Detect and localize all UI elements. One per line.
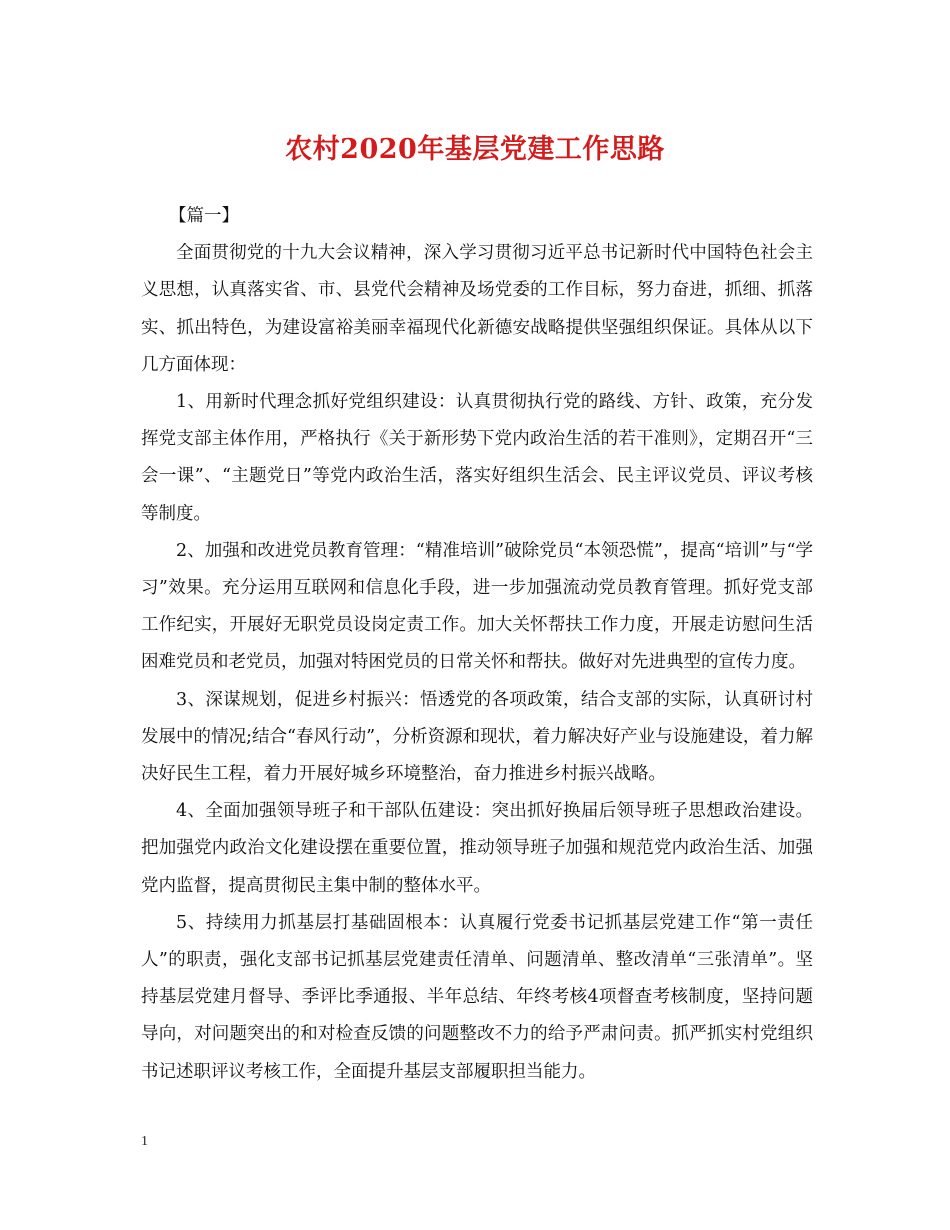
document-body bbox=[141, 198, 813, 1091]
section-label: 【篇一】 bbox=[169, 206, 239, 226]
paragraph-item-3: 3、深谋规划，促进乡村振兴：悟透党的各项政策，结合支部的实际，认真研讨村发展中的情况;结合“春风行动”，分析资源和现状，着力解决好产业与设施建设，着力解决好民生工程，着力开展好城乡环境整治，奋力推进乡村振兴战略。 bbox=[141, 689, 813, 785]
page-number: 1 bbox=[141, 1134, 148, 1149]
paragraph-item-2: 2、加强和改进党员教育管理：“精准培训”破除党员“本领恐慌”，提高“培训”与“学习”效果。充分运用互联网和信息化手段，进一步加强流动党员教育管理。抓好党支部工作纪实，开展好无职党员设岗定责工作。加大关怀帮扶工作力度，开展走访慰问生活困难党员和老党员，加强对特困党员的日常关怀和帮扶。做好对先进典型的宣传力度。 bbox=[141, 540, 813, 673]
paragraph-item-1: 1、用新时代理念抓好党组织建设：认真贯彻执行党的路线、方针、政策，充分发挥党支部主体作用，严格执行《关于新形势下党内政治生活的若干准则》，定期召开“三会一课”、“主题党日”等党内政治生活，落实好组织生活会、民主评议党员、评议考核等制度。 bbox=[141, 392, 813, 524]
paragraph-item-4: 4、全面加强领导班子和干部队伍建设：突出抓好换届后领导班子思想政治建设。把加强党内政治文化建设摆在重要位置，推动领导班子加强和规范党内政治生活、加强党内监督，提高贯彻民主集中制的整体水平。 bbox=[141, 801, 813, 896]
paragraph-item-5: 5、持续用力抓基层打基础固根本：认真履行党委书记抓基层党建工作“第一责任人”的职责，强化支部书记抓基层党建责任清单、问题清单、整改清单“三张清单”。坚持基层党建月督导、季评比季通报、半年总结、年终考核4项督查考核制度，坚持问题导向，对问题突出的和对检查反馈的问题整改不力的给予严肃问责。抓严抓实村党组织书记述职评议考核工作，全面提升基层支部履职担当能力。 bbox=[141, 912, 813, 1082]
document-title: 农村2020年基层党建工作思路 bbox=[285, 134, 665, 165]
paragraph-intro: 全面贯彻党的十九大会议精神，深入学习贯彻习近平总书记新时代中国特色社会主义思想，认真落实省、市、县党代会精神及场党委的工作目标，努力奋进，抓细、抓落实、抓出特色，为建设富裕美丽幸福现代化新德安战略提供坚强组织保证。具体从以下几方面体现： bbox=[141, 243, 813, 375]
